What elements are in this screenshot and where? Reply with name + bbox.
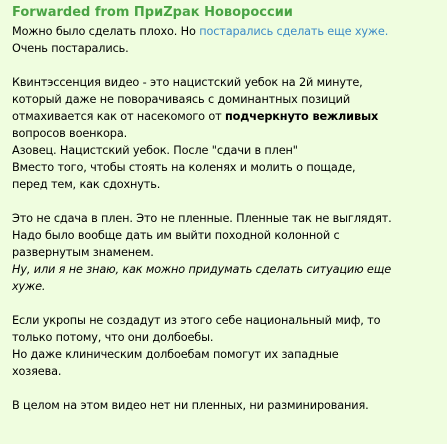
- text-line: Вместо того, чтобы стоять на коленях и молить о пощаде,: [12, 161, 356, 174]
- text-line: хуже.: [12, 280, 46, 293]
- message-link[interactable]: постарались сделать еще хуже.: [199, 25, 389, 38]
- text-line: В целом на этом видео нет ни пленных, ни разминирования.: [12, 399, 369, 412]
- text-line: перед тем, как сдохнуть.: [12, 178, 161, 191]
- paragraph-gap: [12, 57, 439, 74]
- bold-text: подчеркнуто вежливых: [224, 110, 379, 123]
- paragraph-gap: [12, 295, 439, 312]
- text-line: хозяева.: [12, 365, 62, 378]
- text-line: отмахивается как от насекомого от подчеркнуто вежливых: [12, 110, 379, 123]
- text-line: вопросов военкора.: [12, 127, 128, 140]
- text-line: Надо было вообще дать им выйти походной колонной с: [12, 229, 340, 242]
- forward-prefix: Forwarded from: [12, 5, 134, 20]
- text-line: развернутым знаменем.: [12, 246, 154, 259]
- text-line: Ну, или я не знаю, как можно придумать сделать ситуацию еще: [12, 263, 392, 276]
- text-line: Азовец. Нацистский уебок. После "сдачи в плен": [12, 144, 298, 157]
- paragraph-gap: [12, 380, 439, 397]
- text-line: Очень постарались.: [12, 42, 129, 55]
- text-line: который даже не поворачиваясь с доминантных позиций: [12, 93, 351, 106]
- paragraph-gap: [12, 193, 439, 210]
- text-line: Но даже клиническим долбоебам помогут их западные: [12, 348, 339, 361]
- text-line: Квинтэссенция видео - это нацистский уебок на 2й минуте,: [12, 76, 363, 89]
- text-line: Если укропы не создадут из этого себе национальный миф, то: [12, 314, 381, 327]
- text-line: только потому, что они долбоебы.: [12, 331, 214, 344]
- forward-channel-name[interactable]: ПриZрак Новороссии: [133, 5, 293, 20]
- text-line: Это не сдача в плен. Это не пленные. Пленные так не выглядят.: [12, 212, 392, 225]
- text-line: Можно было сделать плохо. Но постарались сделать еще хуже.: [12, 25, 389, 38]
- message-text: [12, 23, 439, 414]
- forward-header[interactable]: [12, 4, 439, 22]
